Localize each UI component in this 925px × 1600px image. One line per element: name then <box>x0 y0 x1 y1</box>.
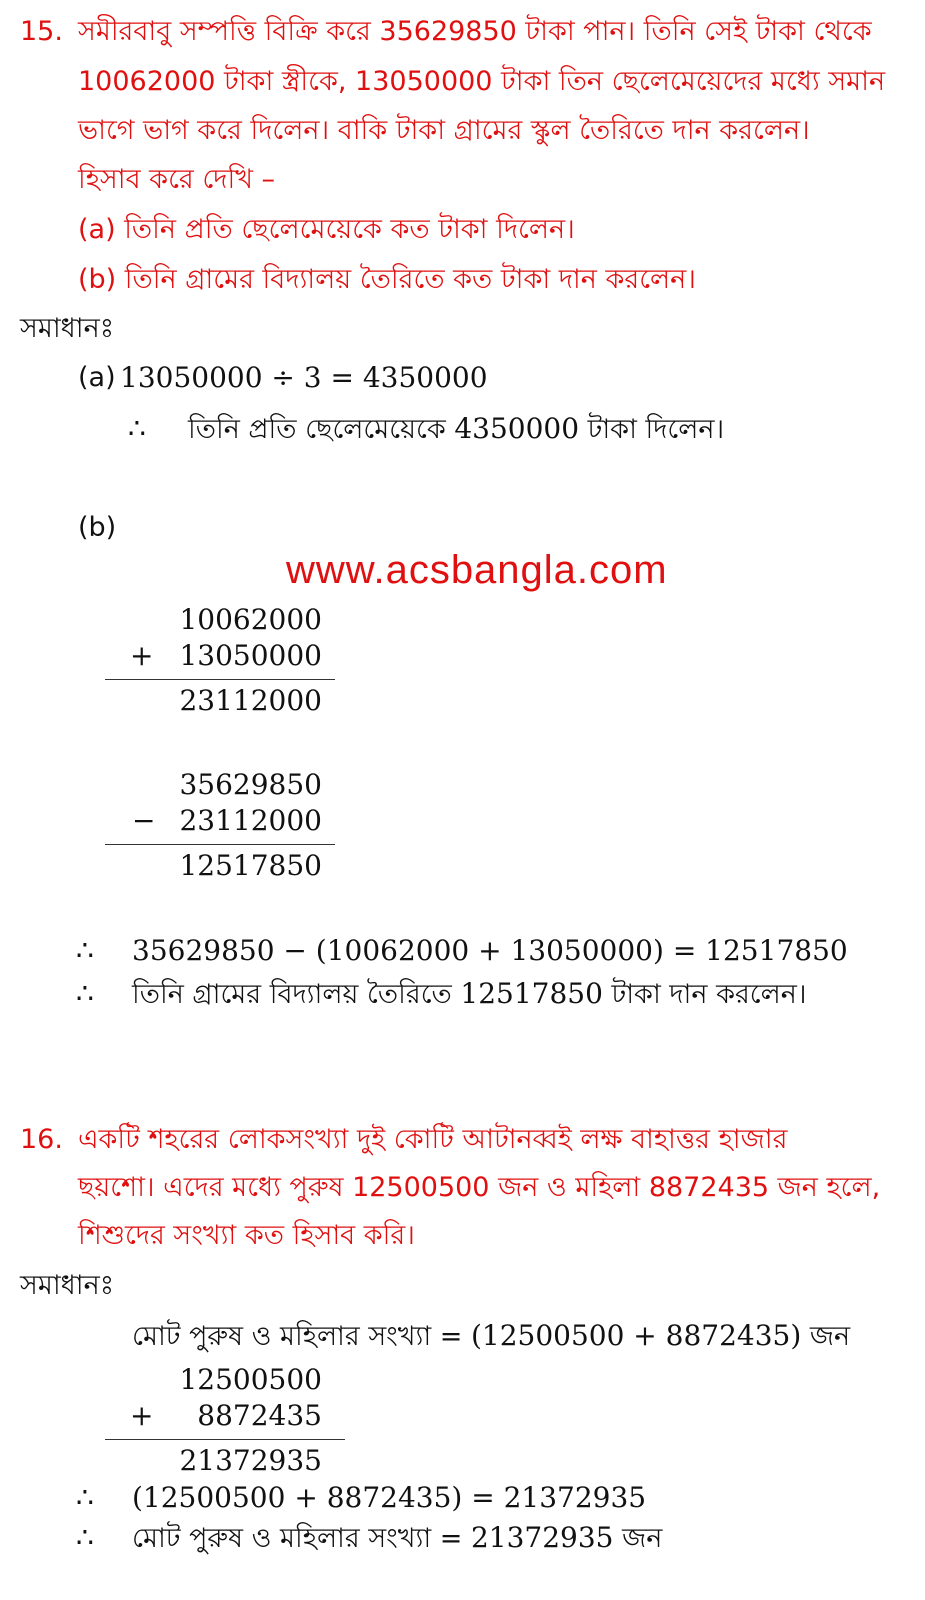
therefore-symbol: ∴ <box>128 412 146 445</box>
solution-16-total-expression: (12500500 + 8872435) <box>470 1319 802 1352</box>
solution-15-b-result-number: 12517850 <box>460 977 603 1010</box>
question-15-part-a: (a) তিনি প্রতি ছেলেমেয়েকে কত টাকা দিলেন। <box>78 214 575 245</box>
watermark-url: www.acsbangla.com <box>286 548 668 592</box>
question-16-number: 16. <box>20 1124 63 1155</box>
addition-2-rule <box>105 1439 345 1440</box>
solution-16-unit: জন <box>809 1321 851 1352</box>
solution-16-total-line <box>132 1320 850 1353</box>
solution-15-b-result-tail: টাকা দান করলেন। <box>611 979 807 1010</box>
solution-15-b-equation: 35629850 − (10062000 + 13050000) = 12517850 <box>132 934 848 967</box>
therefore-symbol: ∴ <box>76 1481 94 1514</box>
addition-result: 23112000 <box>179 684 322 717</box>
addition-operator: + <box>130 639 154 672</box>
solution-15-a-result-number: 4350000 <box>454 412 580 445</box>
solution-16-final-label: মোট পুরুষ ও মহিলার সংখ্যা = <box>132 1523 463 1554</box>
subtraction-rule <box>105 844 335 845</box>
addition-2-result: 21372935 <box>179 1444 322 1477</box>
solution-16-total-label: মোট পুরুষ ও মহিলার সংখ্যা = <box>132 1321 463 1352</box>
solution-15-a-result-tail: টাকা দিলেন। <box>587 414 725 445</box>
therefore-symbol: ∴ <box>76 1521 94 1554</box>
question-15-line-4: হিসাব করে দেখি – <box>78 164 276 195</box>
therefore-symbol: ∴ <box>76 934 94 967</box>
addition-2-operator: + <box>130 1399 154 1432</box>
solution-15-a-result-text: তিনি প্রতি ছেলেমেয়েকে <box>188 414 446 445</box>
solution-15-a-label: (a) <box>78 362 116 393</box>
solution-15-heading: সমাধানঃ <box>20 313 115 344</box>
solution-15-b-label: (b) <box>78 512 117 543</box>
solution-15-a-expression: 13050000 ÷ 3 = 4350000 <box>120 361 488 394</box>
subtraction-operator: − <box>132 804 156 837</box>
solution-16-equation: (12500500 + 8872435) = 21372935 <box>132 1481 647 1514</box>
solution-15-a-result <box>188 413 724 446</box>
question-15-line-2: 10062000 টাকা স্ত্রীকে, 13050000 টাকা তিন ছেলেমেয়েদের মধ্যে সমান <box>78 66 886 97</box>
therefore-symbol: ∴ <box>76 977 94 1010</box>
subtraction-top-number: 35629850 <box>179 768 322 801</box>
question-15-number: 15. <box>20 16 63 47</box>
solution-16-final-number: 21372935 <box>470 1521 614 1554</box>
addition-bottom-number: 13050000 <box>179 639 322 672</box>
question-16-line-2: ছয়শো। এদের মধ্যে পুরুষ 12500500 জন ও মহিলা 8872435 জন হলে, <box>78 1172 881 1203</box>
addition-2-bottom-number: 8872435 <box>197 1399 322 1432</box>
question-15-line-3: ভাগে ভাগ করে দিলেন। বাকি টাকা গ্রামের স্কুল তৈরিতে দান করলেন। <box>78 115 810 146</box>
solution-16-heading: সমাধানঃ <box>20 1270 115 1301</box>
addition-top-number: 10062000 <box>179 603 322 636</box>
question-16-line-1: একটি শহরের লোকসংখ্যা দুই কোটি আটানব্বই লক্ষ বাহাত্তর হাজার <box>78 1124 788 1155</box>
question-15-part-b: (b) তিনি গ্রামের বিদ্যালয় তৈরিতে কত টাকা দান করলেন। <box>78 264 696 295</box>
question-16-line-3: শিশুদের সংখ্যা কত হিসাব করি। <box>78 1220 415 1251</box>
solution-15-b-result <box>132 978 807 1011</box>
subtraction-result: 12517850 <box>179 849 322 882</box>
question-15-line-1: সমীরবাবু সম্পত্তি বিক্রি করে 35629850 টাকা পান। তিনি সেই টাকা থেকে <box>78 16 872 47</box>
solution-15-b-result-text: তিনি গ্রামের বিদ্যালয় তৈরিতে <box>132 979 452 1010</box>
addition-rule <box>105 679 335 680</box>
subtraction-bottom-number: 23112000 <box>179 804 322 837</box>
addition-2-top-number: 12500500 <box>179 1363 322 1396</box>
solution-16-final <box>132 1522 662 1555</box>
solution-16-final-unit: জন <box>622 1523 663 1554</box>
